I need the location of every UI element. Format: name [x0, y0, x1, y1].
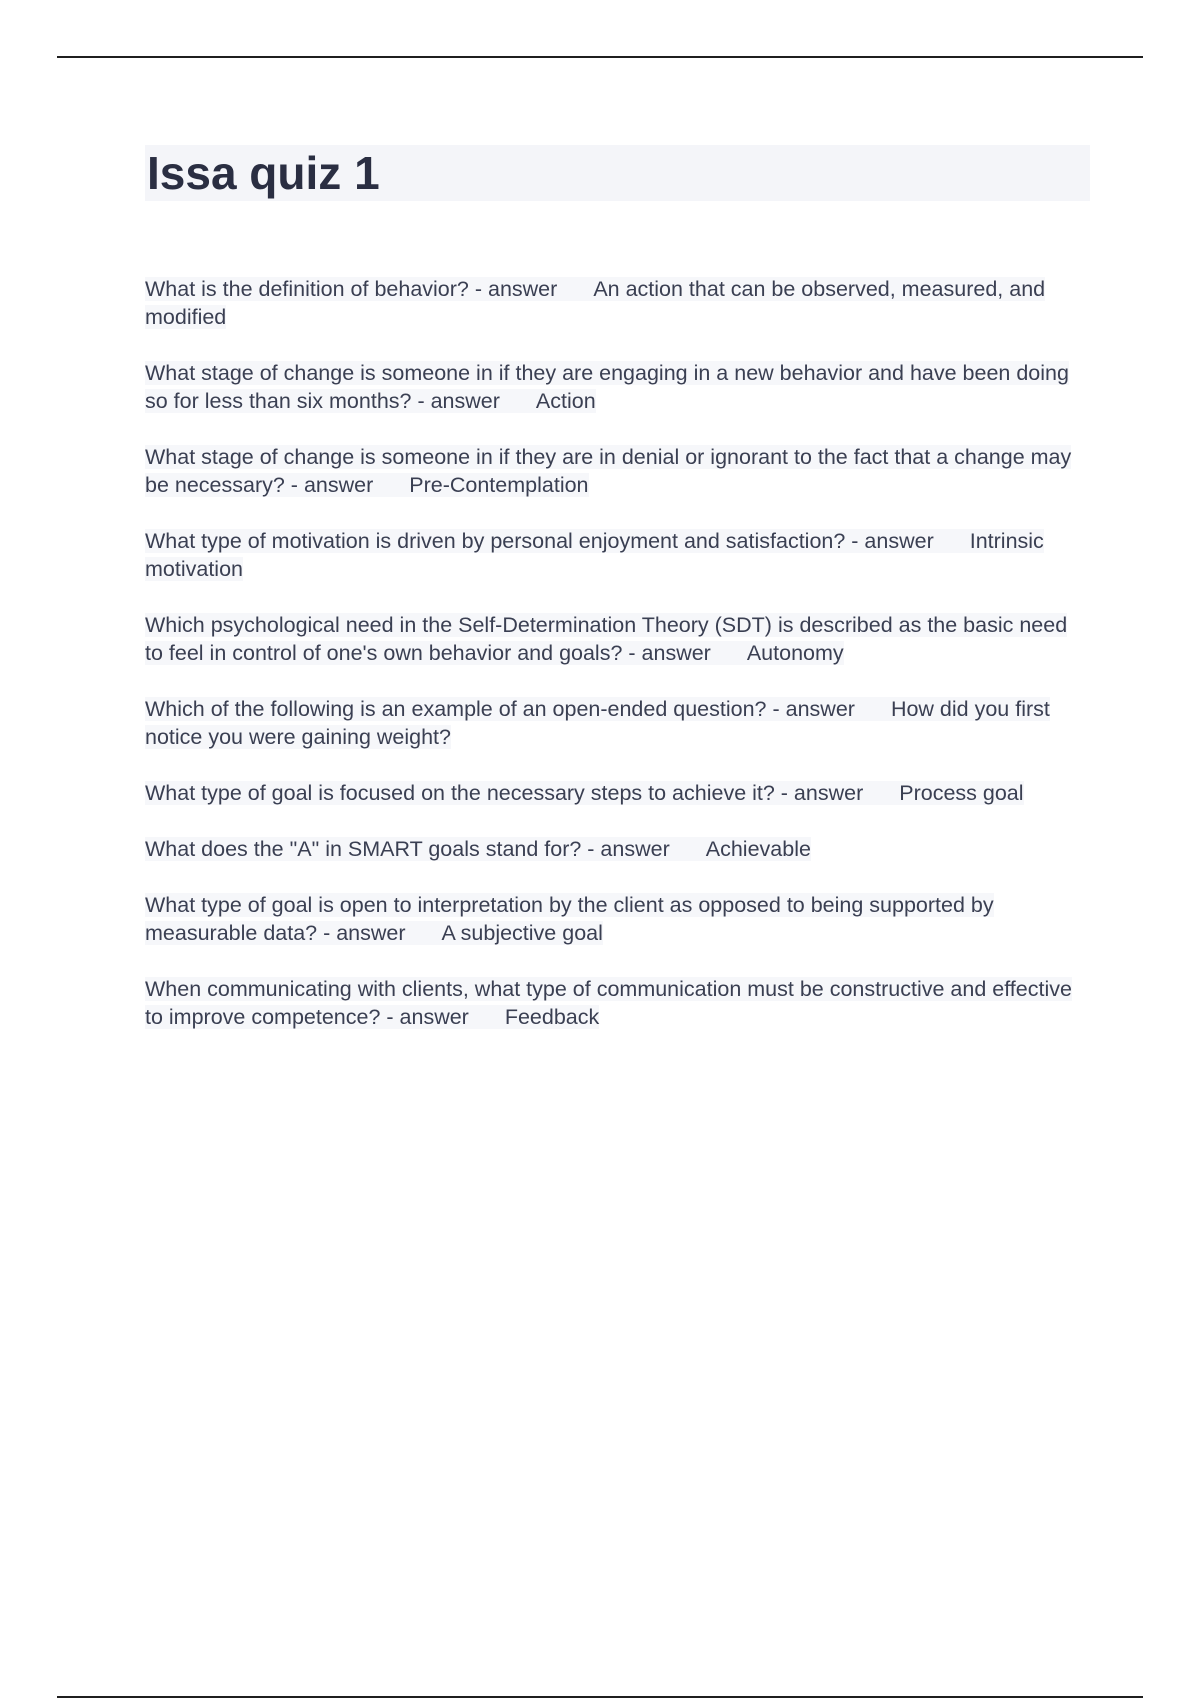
answer-text: Action	[535, 389, 596, 413]
question-text: What type of goal is open to interpretation by the client as opposed to being supported by measurable data? - answer	[145, 893, 994, 945]
question-text: When communicating with clients, what type of communication must be constructive and effective to improve competence? - answer	[145, 977, 1072, 1029]
question-text: What stage of change is someone in if they are engaging in a new behavior and have been doing so for less than six months? - answer	[145, 361, 1069, 413]
qa-item	[145, 527, 1090, 583]
question-text: Which of the following is an example of an open-ended question? - answer	[145, 697, 855, 721]
footer-rule	[57, 1696, 1143, 1698]
question-text: What type of motivation is driven by personal enjoyment and satisfaction? - answer	[145, 529, 934, 553]
answer-text: Autonomy	[746, 641, 844, 665]
answer-text: Intrinsic motivation	[145, 529, 1044, 581]
question-text: What is the definition of behavior? - answer	[145, 277, 558, 301]
answer-text: How did you first notice you were gaining weight?	[145, 697, 1050, 749]
qa-item	[145, 443, 1090, 499]
qa-item	[145, 695, 1090, 751]
qa-item	[145, 779, 1090, 807]
answer-text: A subjective goal	[441, 921, 603, 945]
qa-item	[145, 275, 1090, 331]
header-rule	[57, 56, 1143, 58]
qa-item	[145, 835, 1090, 863]
answer-text: Process goal	[899, 781, 1024, 805]
answer-text: Achievable	[705, 837, 811, 861]
qa-item	[145, 611, 1090, 667]
qa-item	[145, 359, 1090, 415]
document-title: Issa quiz 1	[145, 145, 1090, 201]
question-text: What stage of change is someone in if they are in denial or ignorant to the fact that a change may be necessary? - answer	[145, 445, 1072, 497]
qa-list	[145, 275, 1090, 1031]
qa-item	[145, 975, 1090, 1031]
qa-item	[145, 891, 1090, 947]
answer-text: Feedback	[504, 1005, 600, 1029]
question-text: Which psychological need in the Self-Determination Theory (SDT) is described as the basic need to feel in control of one's own behavior and goals? - answer	[145, 613, 1068, 665]
question-text: What does the "A" in SMART goals stand for? - answer	[145, 837, 670, 861]
answer-text: An action that can be observed, measured, and modified	[145, 277, 1046, 329]
question-text: What type of goal is focused on the necessary steps to achieve it? - answer	[145, 781, 864, 805]
answer-text: Pre-Contemplation	[409, 473, 589, 497]
document-body	[145, 145, 1090, 1059]
